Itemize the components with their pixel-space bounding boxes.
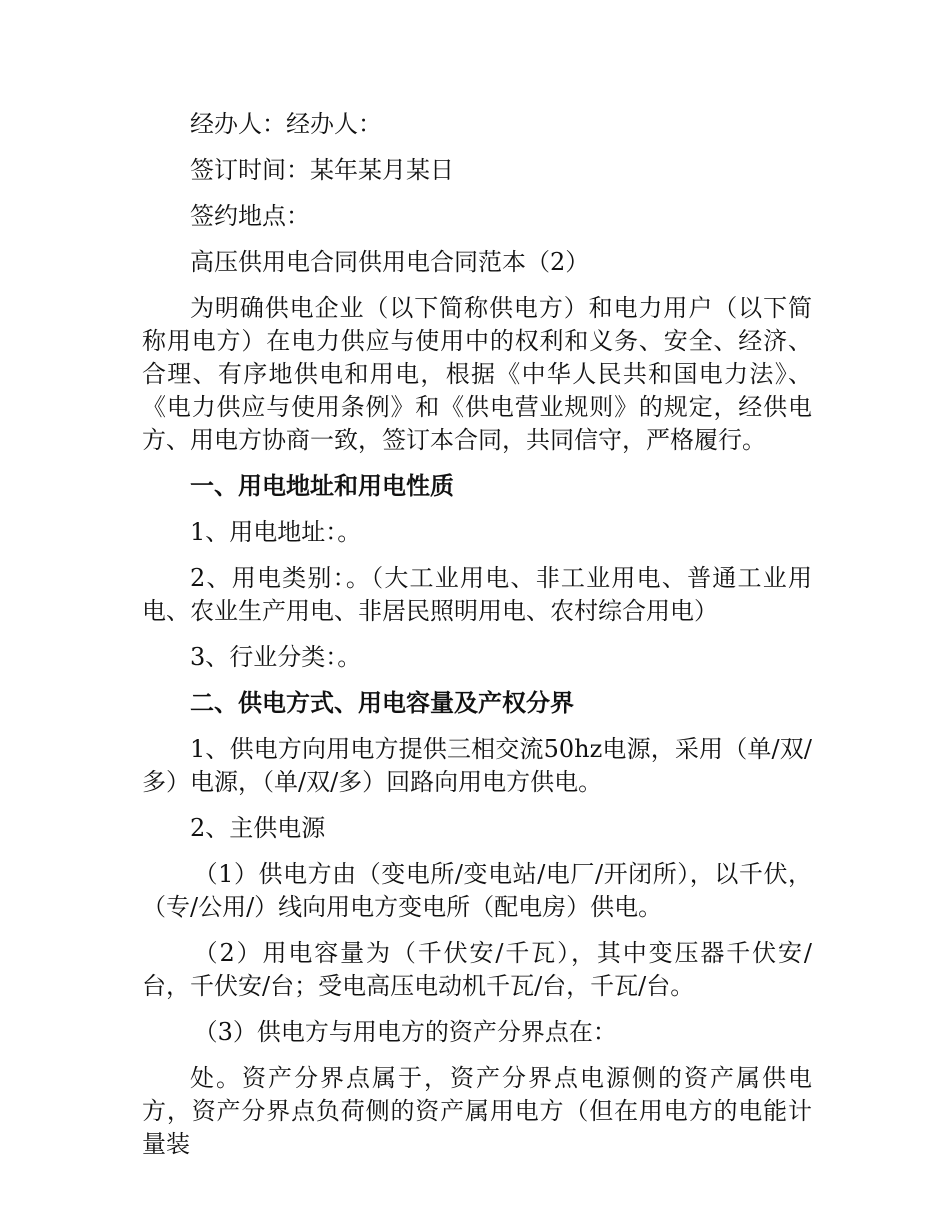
clause-2-2-3: （3）供电方与用电方的资产分界点在： xyxy=(193,1018,617,1046)
clause-1-2: 2、用电类别：。（大工业用电、非工业用电、普通工业用电、农业生产用电、非居民照明用电、农村综合用电） xyxy=(142,564,812,625)
clause-1-3: 3、行业分类：。 xyxy=(190,643,362,671)
document-body xyxy=(142,108,812,1174)
clause-2-2-2: （2）用电容量为（千伏安/千瓦），其中变压器千伏安/台，千伏安/台；受电高压电动机千瓦/台，千瓦/台。 xyxy=(142,939,812,1000)
clause-2-2: 2、主供电源 xyxy=(190,814,326,842)
clause-2-2-1: （1）供电方由（变电所/变电站/电厂/开闭所），以千伏，（专/公用/）线向用电方变电所（配电房）供电。 xyxy=(142,860,812,921)
preamble-paragraph: 为明确供电企业（以下简称供电方）和电力用户（以下简称用电方）在电力供应与使用中的权利和义务、安全、经济、合理、有序地供电和用电，根据《中华人民共和国电力法》、《电力供应与使用条例》和《供电营业规则》的规定，经供电方、用电方协商一致，签订本合同，共同信守，严格履行。 xyxy=(142,294,812,454)
contract-title: 高压供用电合同供用电合同范本（2） xyxy=(190,248,590,276)
asset-boundary-paragraph: 处。资产分界点属于，资产分界点电源侧的资产属供电方，资产分界点负荷侧的资产属用电方（但在用电方的电能计量装 xyxy=(142,1064,812,1158)
handler-line: 经办人：经办人： xyxy=(190,110,382,138)
section-1-heading: 一、用电地址和用电性质 xyxy=(190,472,454,500)
section-2-heading: 二、供电方式、用电容量及产权分界 xyxy=(190,689,574,717)
clause-1-1: 1、用电地址：。 xyxy=(190,518,362,546)
signing-place-line: 签约地点： xyxy=(190,202,310,230)
signing-date-line: 签订时间：某年某月某日 xyxy=(190,156,454,184)
clause-2-1: 1、供电方向用电方提供三相交流50hz电源，采用（单/双/多）电源，（单/双/多）回路向用电方供电。 xyxy=(142,735,812,796)
